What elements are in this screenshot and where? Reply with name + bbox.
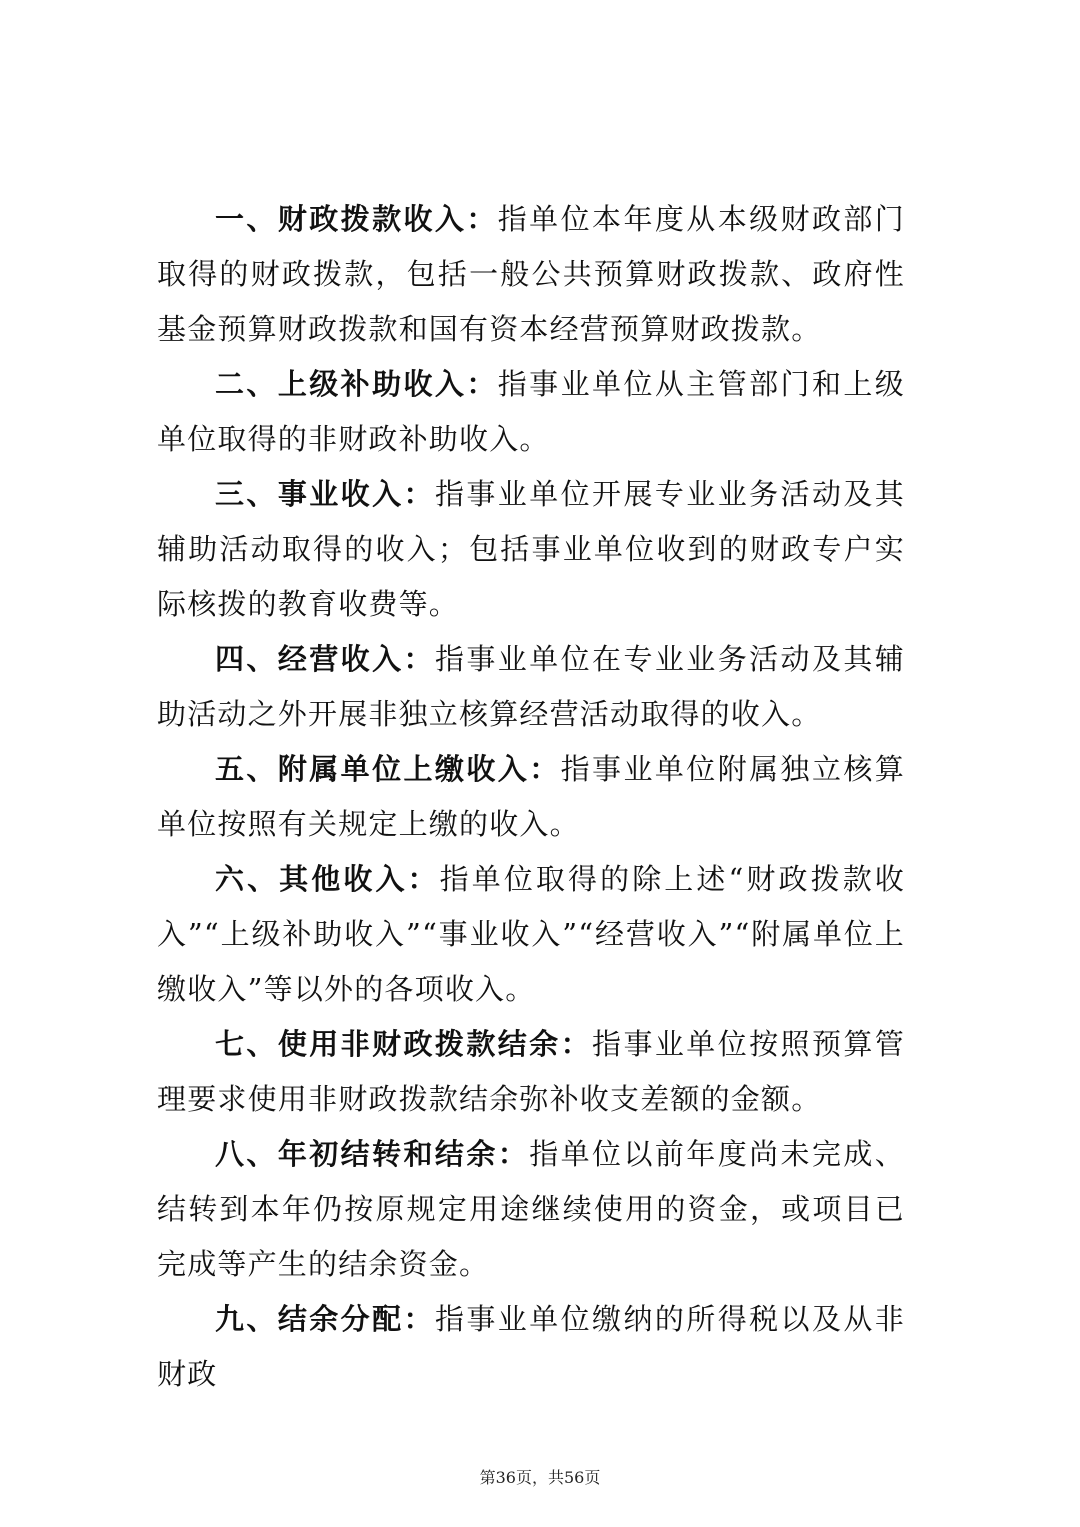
definition-text: 指事业单位从主管部门和上级单位取得的非财政补助收入。 [157,367,905,456]
document-body [157,192,905,1402]
definition-paragraph-6 [157,852,905,1017]
definition-term: 二、上级补助收入： [215,367,498,401]
definition-term: 五、附属单位上缴收入： [215,752,561,786]
definition-term: 六、其他收入： [215,862,440,896]
definition-text: 指事业单位缴纳的所得税以及从非财政 [157,1302,905,1391]
definition-text: 指事业单位开展专业业务活动及其辅助活动取得的收入；包括事业单位收到的财政专户实际核拨的教育收费等。 [157,477,905,621]
definition-paragraph-5 [157,742,905,852]
definition-paragraph-7 [157,1017,905,1127]
definition-text: 指事业单位附属独立核算单位按照有关规定上缴的收入。 [157,752,905,841]
page-number-footer: 第36页，共56页 [479,1468,601,1487]
definition-paragraph-9 [157,1292,905,1402]
definition-term: 一、财政拨款收入： [215,202,498,236]
definition-term: 九、结余分配： [215,1302,435,1336]
definition-term: 三、事业收入： [215,477,435,511]
definition-paragraph-8 [157,1127,905,1292]
definition-paragraph-4 [157,632,905,742]
definition-paragraph-2 [157,357,905,467]
definition-text: 指单位取得的除上述“财政拨款收入”“上级补助收入”“事业收入”“经营收入”“附属单位上缴收入”等以外的各项收入。 [157,862,905,1006]
definition-text: 指事业单位按照预算管理要求使用非财政拨款结余弥补收支差额的金额。 [157,1027,905,1116]
definition-text: 指单位以前年度尚未完成、结转到本年仍按原规定用途继续使用的资金，或项目已完成等产生的结余资金。 [157,1137,905,1281]
definition-text: 指事业单位在专业业务活动及其辅助活动之外开展非独立核算经营活动取得的收入。 [157,642,905,731]
definition-term: 八、年初结转和结余： [215,1137,530,1171]
definition-paragraph-1 [157,192,905,357]
definition-paragraph-3 [157,467,905,632]
definition-term: 七、使用非财政拨款结余： [215,1027,593,1061]
definition-term: 四、经营收入： [215,642,435,676]
definition-text: 指单位本年度从本级财政部门取得的财政拨款，包括一般公共预算财政拨款、政府性基金预算财政拨款和国有资本经营预算财政拨款。 [157,202,905,346]
